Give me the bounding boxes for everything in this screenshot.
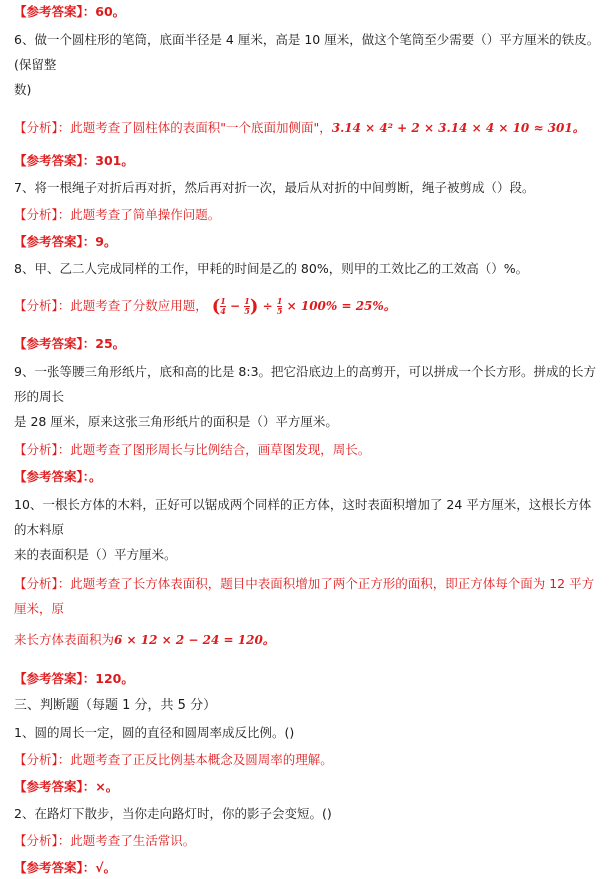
question-6 [14, 27, 601, 102]
question-10-line1: 10、一根长方体的木料，正好可以锯成两个同样的正方体，这时表面积增加了 24 平方厘米，这根长方体的木料原 [14, 497, 592, 537]
section-3-title: 三、判断题（每题 1 分，共 5 分） [14, 698, 217, 713]
answer-q6: 【参考答案】：301。 [14, 153, 134, 168]
question-7: 7、将一根绳子对折后再对折，然后再对折一次，最后从对折的中间剪断，绳子被剪成（）段。 [14, 180, 535, 195]
analysis-q6-formula: 3.14 × 4² + 2 × 3.14 × 4 × 10 ≈ 301。 [331, 121, 585, 135]
analysis-q10 [14, 571, 601, 653]
question-9-line1: 9、一张等腰三角形纸片，底和高的比是 8:3。把它沿底边上的高剪开，可以拼成一个长方形。拼成的长方形的周长 [14, 364, 597, 404]
analysis-q8-text: 【分析】：此题考查了分数应用题， [14, 298, 208, 313]
question-9 [14, 359, 601, 434]
answer-q5: 【参考答案】：60。 [14, 4, 126, 19]
question-10-line2: 来的表面积是（）平方厘米。 [14, 547, 177, 562]
analysis-q8-formula: ( $\frac{1}{4}$ − $\frac{1}{5}$ ) ÷ $\frac{1}{5}$ × 100% = 25%。 [211, 296, 396, 317]
analysis-q10-line1: 【分析】：此题考查了长方体表面积，题目中表面积增加了两个正方形的面积，即正方体每个面为 12 平方厘米，原 [14, 576, 595, 616]
analysis-q10-line2: 来长方体表面积为6 × 12 × 2 − 24 = 120。 [14, 632, 275, 647]
fraction-1-5a: $\frac{1}{5}$ [244, 296, 250, 316]
question-6-line2: 数) [14, 82, 32, 97]
fraction-1-4: $\frac{1}{4}$ [220, 296, 226, 316]
question-9-line2: 是 28 厘米，原来这张三角形纸片的面积是（）平方厘米。 [14, 414, 338, 429]
question-8: 8、甲、乙二人完成同样的工作，甲耗的时间是乙的 80%，则甲的工效比乙的工效高（）%。 [14, 261, 529, 276]
analysis-q10-formula: 6 × 12 × 2 − 24 = 120。 [114, 633, 275, 647]
analysis-q6 [14, 116, 601, 140]
question-10 [14, 492, 601, 567]
analysis-q9: 【分析】：此题考查了图形周长与比例结合，画草图发现，周长。 [14, 442, 371, 457]
answer-j2: 【参考答案】：√。 [14, 860, 117, 875]
analysis-q8 [14, 294, 601, 318]
answer-q7: 【参考答案】：9。 [14, 234, 117, 249]
answer-q9: 【参考答案】：。 [14, 469, 102, 484]
analysis-j2: 【分析】：此题考查了生活常识。 [14, 833, 196, 848]
answer-j1: 【参考答案】：×。 [14, 779, 119, 794]
analysis-q7: 【分析】：此题考查了简单操作问题。 [14, 207, 221, 222]
answer-q8: 【参考答案】：25。 [14, 336, 126, 351]
analysis-q6-text: 【分析】：此题考查了圆柱体的表面积"一个底面加侧面"， [14, 120, 332, 135]
analysis-j1: 【分析】：此题考查了正反比例基本概念及圆周率的理解。 [14, 752, 333, 767]
fraction-1-5b: $\frac{1}{5}$ [276, 296, 283, 316]
judgment-2: 2、在路灯下散步，当你走向路灯时，你的影子会变短。() [14, 806, 332, 821]
question-6-line1: 6、做一个圆柱形的笔筒，底面半径是 4 厘米，高是 10 厘米，做这个笔筒至少需要（）平方厘米的铁皮。(保留整 [14, 32, 600, 72]
judgment-1: 1、圆的周长一定，圆的直径和圆周率成反比例。() [14, 725, 295, 740]
answer-q10: 【参考答案】：120。 [14, 671, 134, 686]
